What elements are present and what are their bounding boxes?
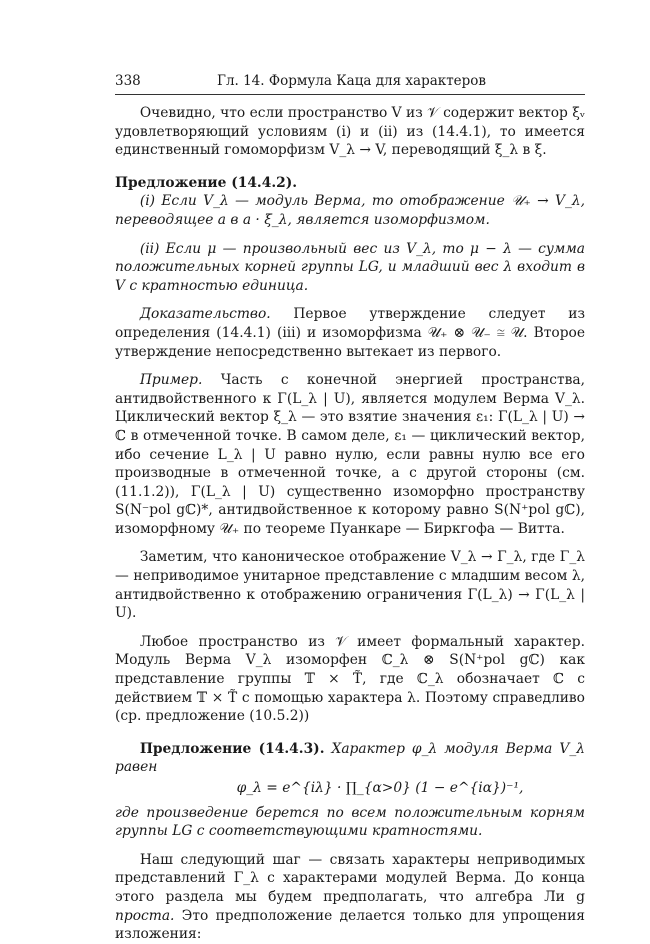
header-rule xyxy=(115,94,585,95)
example-label: Пример. xyxy=(139,372,203,389)
running-title: Гл. 14. Формула Каца для характеров xyxy=(217,73,487,89)
page-number: 338 xyxy=(115,73,141,89)
proposition-14-4-3-tail: где произведение берется по всем положительным корням группы LG с соответствующими кратностями. xyxy=(115,804,585,840)
proposition-14-4-2-heading: Предложение (14.4.2). xyxy=(115,174,298,191)
proposition-14-4-2-part-i: (i) Если V_λ — модуль Верма, то отображение 𝒰₊ → V_λ, переводящее a в a · ξ_λ, является изоморфизмом. xyxy=(115,193,585,228)
paragraph-intro: Очевидно, что если пространство V из 𝒱 содержит вектор ξᵥ удовлетворяющий условиям (i) и (ii) из (14.4.1), то имеется единственный гомоморфизм V_λ → V, переводящий ξ_λ в ξ. xyxy=(115,105,585,159)
proposition-14-4-3-text: Характер φ_λ модуля Верма V_λ равен xyxy=(115,740,585,776)
paragraph-next-step xyxy=(115,851,585,944)
paragraph-formal-character: Любое пространство из 𝒱 имеет формальный характер. Модуль Верма V_λ изоморфен ℂ_λ ⊗ S(N⁺pol gℂ) как представление группы 𝕋 × T̃, где ℂ_λ обозначает ℂ с действием 𝕋 × T̃ с помощью характера λ. Поэтому справедливо (ср. предложение (10.5.2)) xyxy=(115,633,585,725)
paragraph-remark: Заметим, что каноническое отображение V_λ → Γ_λ, где Γ_λ — неприводимое унитарное представление с младшим весом λ, антидвойственно к отображению ограничения Γ(L_λ) → Γ(L_λ | U). xyxy=(115,549,585,622)
example-paragraph xyxy=(115,371,585,538)
next-step-text: Наш следующий шаг — связать характеры неприводимых представлений Γ_λ с характерами модулей Верма. До конца этого раздела мы будем предполагать, что алгебра Ли g xyxy=(115,851,585,905)
page-body xyxy=(115,104,585,944)
proposition-14-4-3 xyxy=(115,740,585,777)
proof-paragraph xyxy=(115,305,585,361)
proposition-14-4-2-part-ii: (ii) Если μ — произвольный вес из V_λ, то μ − λ — сумма положительных корней группы LG, и младший вес λ входит в V с кратностью единица. xyxy=(115,240,585,294)
proof-label: Доказательство. xyxy=(139,306,271,323)
proposition-14-4-3-heading: Предложение (14.4.3). xyxy=(139,740,325,757)
example-text: Часть с конечной энергией пространства, антидвойственного к Γ(L_λ | U), является модулем Верма V_λ. Циклический вектор ξ_λ — это взятие значения ε₁: Γ(L_λ | U) → ℂ в отмеченной точке. В самом деле, ε₁ — циклический вектор, ибо сечение L_λ | U равно нулю, если равны нулю все его производные в отмеченной точке, а с другой стороны (см. (11.1.2)), Γ(L_λ | U) существенно изоморфно пространству S(N⁻pol gℂ)*, антидвойственное к которому равно S(N⁺pol gℂ), изоморфному 𝒰₊ по теореме Пуанкаре — Биркгофа — Витта. xyxy=(115,372,586,537)
proof-text: Первое утверждение следует из определения (14.4.1) (iii) и изоморфизма 𝒰₊ ⊗ 𝒰₋ ≅ 𝒰. Второе утверждение непосредственно вытекает из первого. xyxy=(115,306,585,360)
character-formula: φ_λ = e^{iλ} · ∏_{α>0} (1 − e^{iα})⁻¹, xyxy=(236,780,524,796)
next-step-tail: Это предположение делается только для упрощения изложения: xyxy=(115,907,585,943)
next-step-emph: проста. xyxy=(115,907,175,924)
